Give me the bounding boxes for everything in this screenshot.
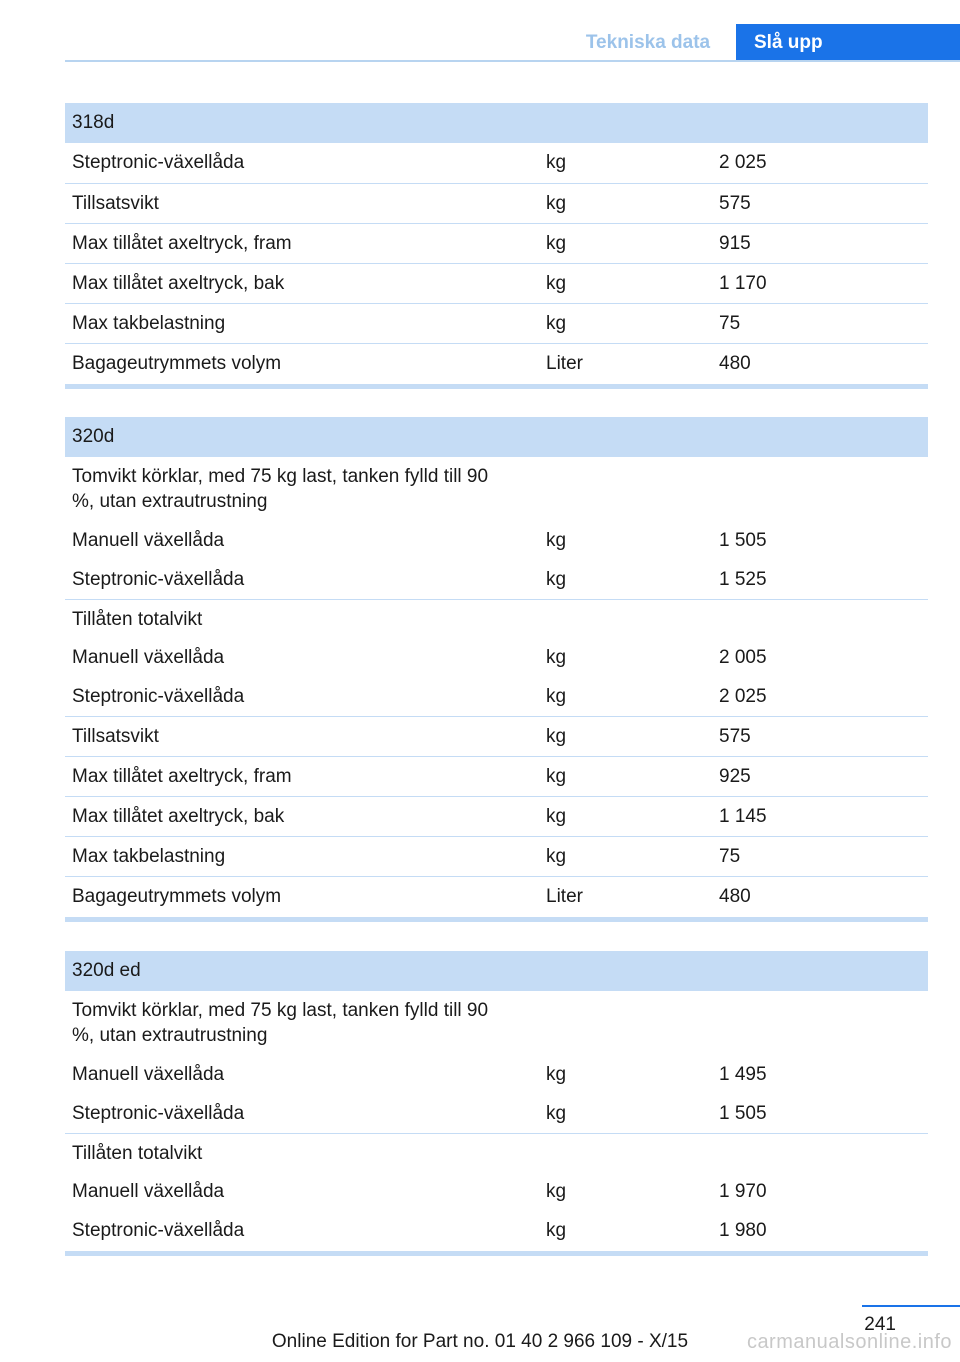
row-value: 1 980 [719, 1220, 767, 1241]
table-row [65, 1172, 928, 1211]
table-row-group-label [65, 1133, 928, 1172]
row-label: Manuell växellåda [72, 1064, 225, 1085]
tab-tekniska-data[interactable]: Tekniska data [585, 32, 711, 53]
row-value: 575 [719, 193, 751, 214]
table-row [65, 560, 928, 599]
row-unit: kg [546, 1064, 567, 1085]
spec-table-318d [65, 103, 928, 389]
row-label: Steptronic-växellåda [72, 152, 245, 173]
table-row [65, 638, 928, 677]
table-row [65, 143, 928, 183]
table-row [65, 1211, 928, 1250]
row-label: Tillåten totalvikt [72, 609, 203, 630]
table-row [65, 1094, 928, 1133]
row-unit: kg [546, 193, 567, 214]
row-value: 1 495 [719, 1064, 767, 1085]
row-value: 2 005 [719, 647, 767, 668]
row-value: 480 [719, 353, 751, 374]
row-unit: Liter [546, 886, 583, 907]
row-unit: kg [546, 273, 567, 294]
row-value: 75 [719, 313, 741, 334]
row-value: 915 [719, 233, 751, 254]
table-row [65, 223, 928, 263]
row-value: 1 525 [719, 569, 767, 590]
spec-table-320d [65, 417, 928, 922]
table-title: 320d ed [65, 951, 928, 991]
table-row [65, 876, 928, 916]
row-label: Steptronic-växellåda [72, 686, 245, 707]
row-label: Max takbelastning [72, 313, 226, 334]
table-row-group-label [65, 457, 928, 521]
row-unit: kg [546, 530, 567, 551]
row-unit: kg [546, 569, 567, 590]
table-row [65, 796, 928, 836]
tab-sla-upp[interactable]: Slå upp [736, 24, 960, 62]
edition-footer: Online Edition for Part no. 01 40 2 966 109 - X/15 [271, 1331, 689, 1352]
table-row [65, 1055, 928, 1094]
row-unit: Liter [546, 353, 583, 374]
table-end-bar [65, 384, 928, 389]
row-value: 480 [719, 886, 751, 907]
row-value: 925 [719, 766, 751, 787]
row-value: 1 970 [719, 1181, 767, 1202]
table-title: 320d [65, 417, 928, 457]
row-unit: kg [546, 152, 567, 173]
watermark: carmanualsonline.info [746, 1331, 952, 1353]
row-value: 75 [719, 846, 741, 867]
row-label: Max takbelastning [72, 846, 226, 867]
row-unit: kg [546, 766, 567, 787]
page-number-rule [862, 1305, 960, 1307]
row-label: Tomvikt körklar, med 75 kg last, tanken fylld till 90 %, utan extrautrustning [72, 1000, 489, 1046]
page-number: 241 [864, 1314, 896, 1335]
table-row [65, 756, 928, 796]
row-unit: kg [546, 806, 567, 827]
table-row [65, 343, 928, 383]
row-label: Bagageutrymmets volym [72, 353, 282, 374]
header-divider [65, 60, 960, 62]
row-value: 1 170 [719, 273, 767, 294]
row-value: 1 145 [719, 806, 767, 827]
row-unit: kg [546, 846, 567, 867]
row-label: Tillåten totalvikt [72, 1143, 203, 1164]
table-row-group-label [65, 991, 928, 1055]
row-unit: kg [546, 233, 567, 254]
row-label: Max tillåtet axeltryck, fram [72, 233, 292, 254]
row-label: Bagageutrymmets volym [72, 886, 282, 907]
row-unit: kg [546, 647, 567, 668]
table-row [65, 521, 928, 560]
spec-table-320d-ed [65, 951, 928, 1256]
row-value: 575 [719, 726, 751, 747]
row-label: Manuell växellåda [72, 530, 225, 551]
table-row [65, 183, 928, 223]
row-value: 2 025 [719, 152, 767, 173]
table-end-bar [65, 1251, 928, 1256]
table-row [65, 836, 928, 876]
table-title: 318d [65, 103, 928, 143]
row-value: 1 505 [719, 1103, 767, 1124]
row-unit: kg [546, 1220, 567, 1241]
row-label: Manuell växellåda [72, 1181, 225, 1202]
row-value: 2 025 [719, 686, 767, 707]
row-label: Max tillåtet axeltryck, fram [72, 766, 292, 787]
row-unit: kg [546, 1181, 567, 1202]
row-label: Steptronic-växellåda [72, 1220, 245, 1241]
row-label: Manuell växellåda [72, 647, 225, 668]
row-unit: kg [546, 726, 567, 747]
table-row [65, 303, 928, 343]
row-label: Max tillåtet axeltryck, bak [72, 273, 285, 294]
row-label: Tomvikt körklar, med 75 kg last, tanken fylld till 90 %, utan extrautrustning [72, 466, 489, 512]
row-label: Max tillåtet axeltryck, bak [72, 806, 285, 827]
row-unit: kg [546, 1103, 567, 1124]
row-unit: kg [546, 313, 567, 334]
row-label: Steptronic-växellåda [72, 569, 245, 590]
row-label: Tillsatsvikt [72, 193, 159, 214]
table-row-group-label [65, 599, 928, 638]
row-value: 1 505 [719, 530, 767, 551]
table-row [65, 263, 928, 303]
table-row [65, 716, 928, 756]
row-label: Steptronic-växellåda [72, 1103, 245, 1124]
table-end-bar [65, 917, 928, 922]
row-unit: kg [546, 686, 567, 707]
table-row [65, 677, 928, 716]
row-label: Tillsatsvikt [72, 726, 159, 747]
